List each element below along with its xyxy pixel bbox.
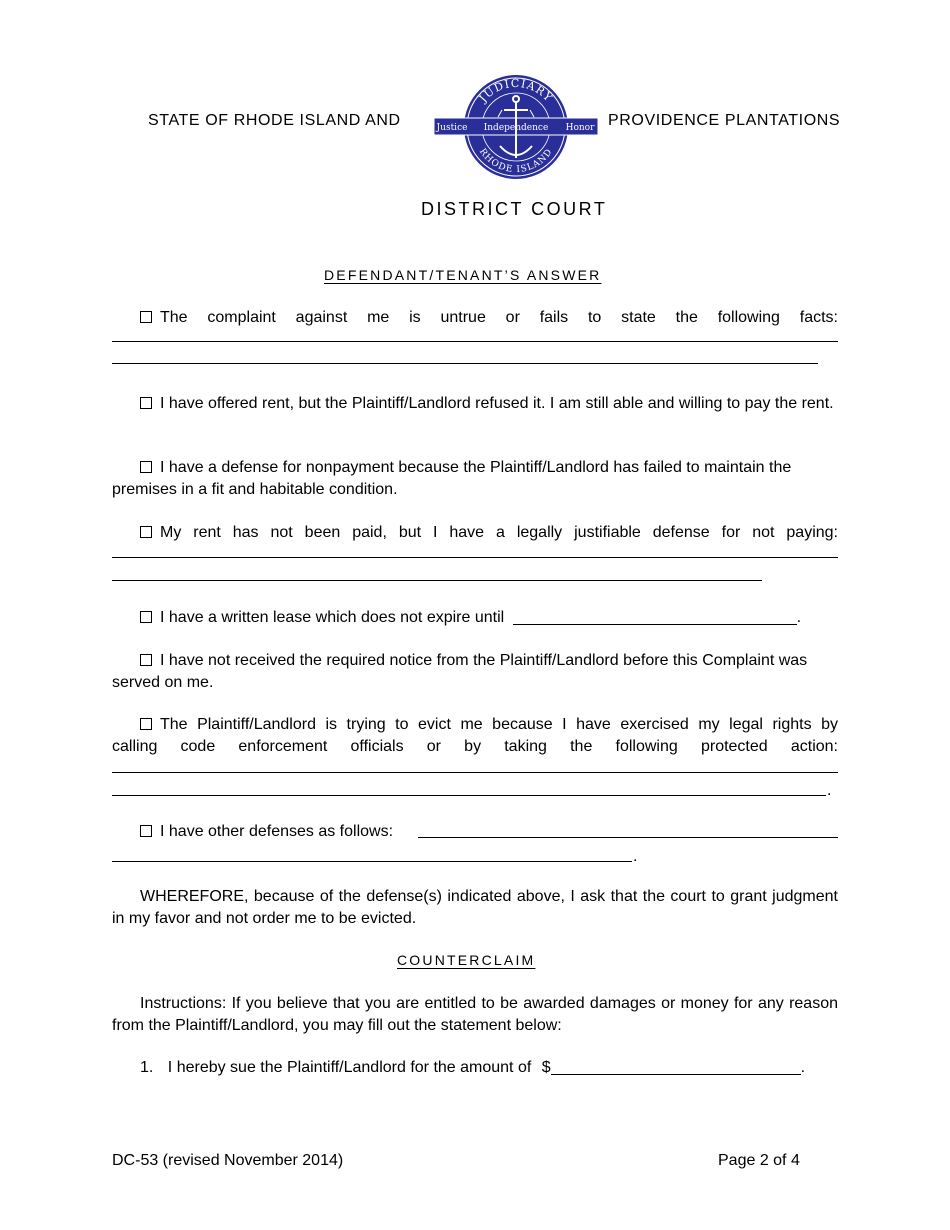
court-title: DISTRICT COURT xyxy=(421,199,608,219)
counterclaim-amount-blank[interactable] xyxy=(551,1060,801,1075)
answer-item-justifiable-defense: My rent has not been paid, but I have a legally justifiable defense for not paying: xyxy=(112,522,838,544)
checkbox[interactable] xyxy=(140,311,152,323)
answer-item-written-lease: I have a written lease which does not expire until . xyxy=(112,607,838,629)
retaliation-blank-line-2[interactable] xyxy=(112,795,826,796)
answer-item-no-notice: I have not received the required notice from the Plaintiff/Landlord before this Complaint was served on me. xyxy=(112,652,808,691)
counterclaim-heading: COUNTERCLAIM xyxy=(397,952,536,968)
counterclaim-item: 1. I hereby sue the Plaintiff/Landlord for the amount of $ . xyxy=(140,1059,806,1076)
answer-item-offered-rent: I have offered rent, but the Plaintiff/Landlord refused it. I am still able and willing to pay the rent. xyxy=(112,393,838,415)
wherefore-paragraph: WHEREFORE, because of the defense(s) indicated above, I ask that the court to grant judgment in my favor and not order me to be evicted. xyxy=(112,888,838,927)
defense-blank-line-1[interactable] xyxy=(112,557,838,558)
lease-expiry-blank[interactable] xyxy=(513,610,797,625)
checkbox[interactable] xyxy=(140,718,152,730)
seal-banner-justice: Justice xyxy=(436,123,468,133)
answer-item-retaliation-line1: The Plaintiff/Landlord is trying to evict me because I have exercised my legal rights by xyxy=(112,714,838,736)
state-header-left: STATE OF RHODE ISLAND AND xyxy=(148,112,401,129)
defense-blank-line-2[interactable] xyxy=(112,580,762,581)
retaliation-period: . xyxy=(827,782,832,799)
facts-blank-line-1[interactable] xyxy=(112,341,838,342)
state-header-right: PROVIDENCE PLANTATIONS xyxy=(608,112,841,129)
seal-banner-honor: Honor xyxy=(565,123,595,133)
page-number: Page 2 of 4 xyxy=(718,1152,800,1169)
checkbox[interactable] xyxy=(140,397,152,409)
answer-item-facts: The complaint against me is untrue or fails to state the following facts: xyxy=(112,307,838,329)
other-defenses-period: . xyxy=(633,848,638,865)
counterclaim-item-number: 1. xyxy=(140,1059,154,1076)
checkbox[interactable] xyxy=(140,611,152,623)
judiciary-seal-icon xyxy=(432,72,600,182)
currency-symbol: $ xyxy=(541,1059,551,1076)
checkbox[interactable] xyxy=(140,461,152,473)
form-id: DC-53 (revised November 2014) xyxy=(112,1152,344,1169)
checkbox[interactable] xyxy=(140,526,152,538)
other-defenses-blank-line-1[interactable] xyxy=(418,837,838,838)
checkbox[interactable] xyxy=(140,825,152,837)
seal-top-text: JUDICIARY xyxy=(476,76,556,105)
answer-heading: DEFENDANT/TENANT’S ANSWER xyxy=(324,267,602,283)
counterclaim-item-text: I hereby sue the Plaintiff/Landlord for the amount of xyxy=(167,1059,532,1076)
answer-item-habitability: I have a defense for nonpayment because the Plaintiff/Landlord has failed to maintain the premises in a fit and habitable condition. xyxy=(112,459,792,498)
other-defenses-blank-line-2[interactable] xyxy=(112,861,632,862)
answer-item-other-defenses: I have other defenses as follows: xyxy=(112,821,838,843)
retaliation-blank-line-1[interactable] xyxy=(112,772,838,773)
seal-bottom-text: RHODE ISLAND xyxy=(476,146,556,176)
counterclaim-instructions: Instructions: If you believe that you are entitled to be awarded damages or money for any reason from the Plaintiff/Landlord, you may fill out the statement below: xyxy=(112,995,838,1034)
seal-banner-independence: Independence xyxy=(483,123,549,133)
checkbox[interactable] xyxy=(140,654,152,666)
answer-item-retaliation-line2: calling code enforcement officials or by taking the following protected action: xyxy=(112,738,838,755)
facts-blank-line-2[interactable] xyxy=(112,363,818,364)
